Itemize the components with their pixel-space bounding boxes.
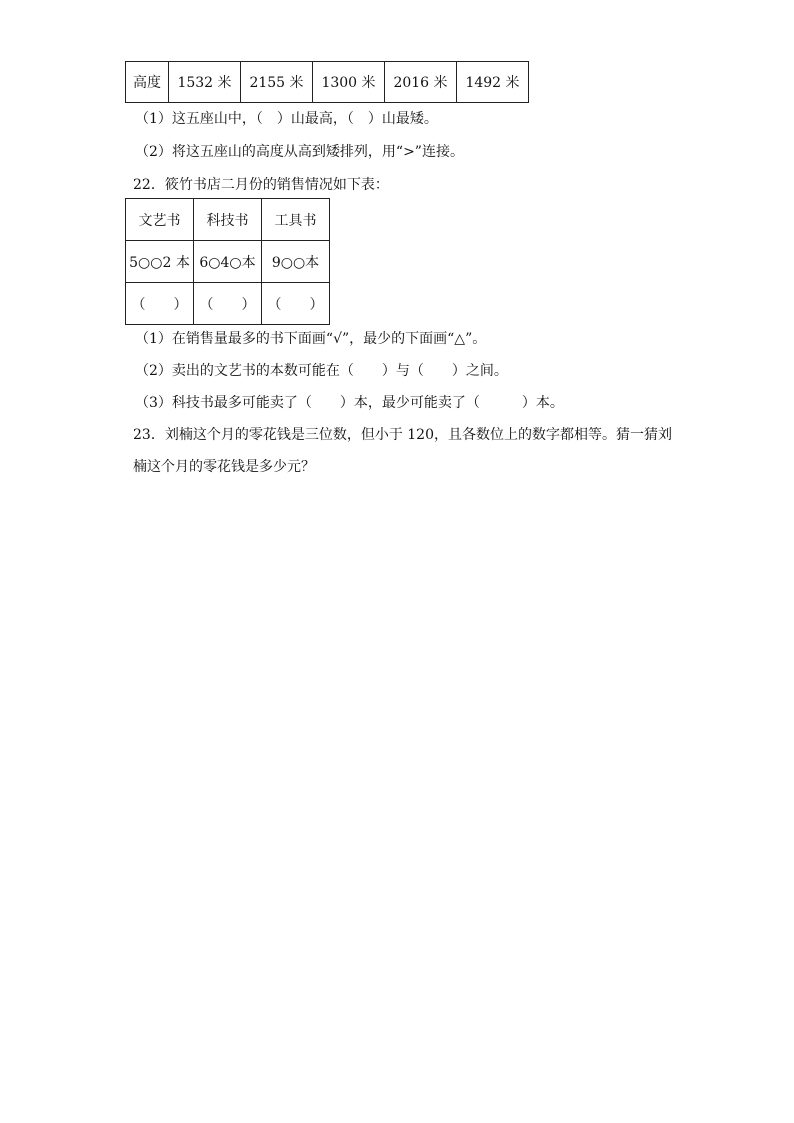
question-22-title: 22．筱竹书店二月份的销售情况如下表：	[133, 177, 389, 193]
table-row	[126, 199, 330, 241]
question-23-line-2: 楠这个月的零花钱是多少元？	[133, 459, 315, 475]
height-cell: 2016 米	[385, 62, 457, 103]
header-cell: 文艺书	[126, 199, 194, 241]
book-sales-table	[125, 198, 330, 325]
table-row	[126, 62, 529, 103]
sales-cell: 9○○本	[262, 241, 330, 283]
row-label-height: 高度	[126, 62, 169, 103]
question-21-part-2: （2）将这五座山的高度从高到矮排列，用“>”连接。	[135, 144, 464, 160]
answer-blank-cell[interactable]: （ ）	[262, 283, 330, 325]
height-cell: 1532 米	[169, 62, 241, 103]
header-cell: 工具书	[262, 199, 330, 241]
question-22-part-1: （1）在销售量最多的书下面画“√”，最少的下面画“△”。	[135, 331, 487, 347]
sales-cell: 6○4○本	[194, 241, 262, 283]
answer-blank-cell[interactable]: （ ）	[126, 283, 194, 325]
question-23-line-1: 23．刘楠这个月的零花钱是三位数，但小于 120，且各数位上的数字都相等。猜一猜刘	[133, 427, 672, 443]
answer-blank-cell[interactable]: （ ）	[194, 283, 262, 325]
sales-cell: 5○○2 本	[126, 241, 194, 283]
question-22-part-2: （2）卖出的文艺书的本数可能在（ ）与（ ）之间。	[135, 363, 508, 379]
table-row	[126, 283, 330, 325]
question-22-part-3: （3）科技书最多可能卖了（ ）本，最少可能卖了（ ）本。	[135, 395, 564, 411]
height-cell: 1300 米	[313, 62, 385, 103]
question-21-part-1: （1）这五座山中，（ ）山最高，（ ）山最矮。	[135, 111, 438, 127]
header-cell: 科技书	[194, 199, 262, 241]
height-cell: 1492 米	[457, 62, 529, 103]
height-cell: 2155 米	[241, 62, 313, 103]
mountain-height-table	[125, 61, 529, 103]
table-row	[126, 241, 330, 283]
